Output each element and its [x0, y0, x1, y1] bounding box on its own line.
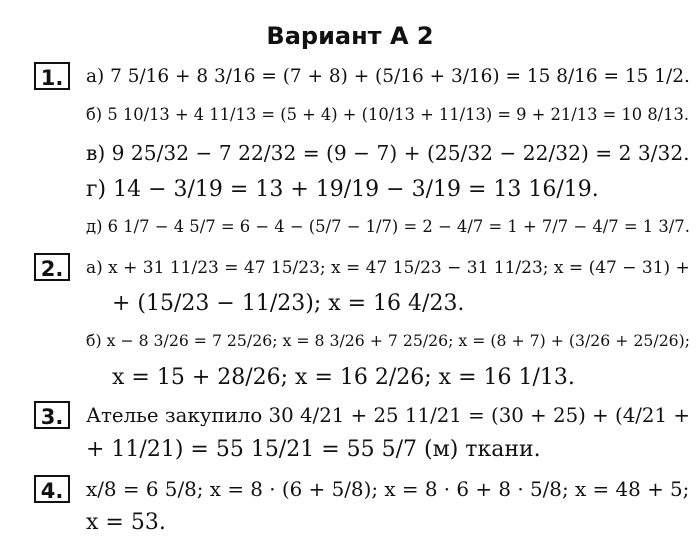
task-1-item-a: а) 7 5/16 + 8 3/16 = (7 + 8) + (5/16 + 3/16) = 15 8/16 = 15 1/2.	[86, 66, 690, 87]
task-2-line-2	[0, 287, 700, 321]
task-2-item-a-cont: + (15/23 − 11/23); x = 16 4/23.	[112, 291, 465, 316]
task-3-number: 3.	[34, 401, 70, 429]
task-1-line-2	[0, 98, 700, 132]
task-3-text: Ателье закупило 30 4/21 + 25 11/21 = (30 + 25) + (4/21 +	[86, 404, 690, 427]
task-1-line-1	[0, 60, 700, 94]
task-2-item-b-cont: x = 15 + 28/26; x = 16 2/26; x = 16 1/13.	[112, 365, 575, 390]
task-4-text: x/8 = 6 5/8; x = 8 · (6 + 5/8); x = 8 · 6 + 8 · 5/8; x = 48 + 5;	[86, 478, 690, 501]
page-title: Вариант А 2	[266, 22, 434, 50]
task-4-text-cont: x = 53.	[86, 510, 166, 535]
task-1-item-c: в) 9 25/32 − 7 22/32 = (9 − 7) + (25/32 − 22/32) = 2 3/32.	[86, 141, 690, 165]
task-2-item-a: а) x + 31 11/23 = 47 15/23; x = 47 15/23 − 31 11/23; x = (47 − 31) +	[86, 258, 690, 278]
task-2-line-4	[0, 361, 700, 395]
task-2-number: 2.	[34, 253, 70, 281]
task-2-item-b: б) x − 8 3/26 = 7 25/26; x = 8 3/26 + 7 25/26; x = (8 + 7) + (3/26 + 25/26);	[86, 331, 691, 350]
task-3-text-cont: + 11/21) = 55 15/21 = 55 5/7 (м) ткани.	[86, 437, 541, 462]
task-2-line-1	[0, 251, 700, 285]
task-1-item-d: г) 14 − 3/19 = 13 + 19/19 − 3/19 = 13 16/19.	[86, 177, 599, 202]
task-4-line-1	[0, 473, 700, 507]
task-1-number: 1.	[34, 62, 70, 90]
task-1-line-4	[0, 173, 700, 207]
task-3-line-2	[0, 433, 700, 467]
task-4-line-2	[0, 506, 700, 540]
task-1-item-e: д) 6 1/7 − 4 5/7 = 6 − 4 − (5/7 − 1/7) = 2 − 4/7 = 1 + 7/7 − 4/7 = 1 3/7.	[86, 217, 690, 236]
task-1-line-5	[0, 210, 700, 244]
task-1-line-3	[0, 136, 700, 170]
task-3-line-1	[0, 399, 700, 433]
task-1-item-b: б) 5 10/13 + 4 11/13 = (5 + 4) + (10/13 + 11/13) = 9 + 21/13 = 10 8/13.	[86, 105, 690, 124]
task-4-number: 4.	[34, 475, 70, 503]
task-2-line-3	[0, 324, 700, 358]
